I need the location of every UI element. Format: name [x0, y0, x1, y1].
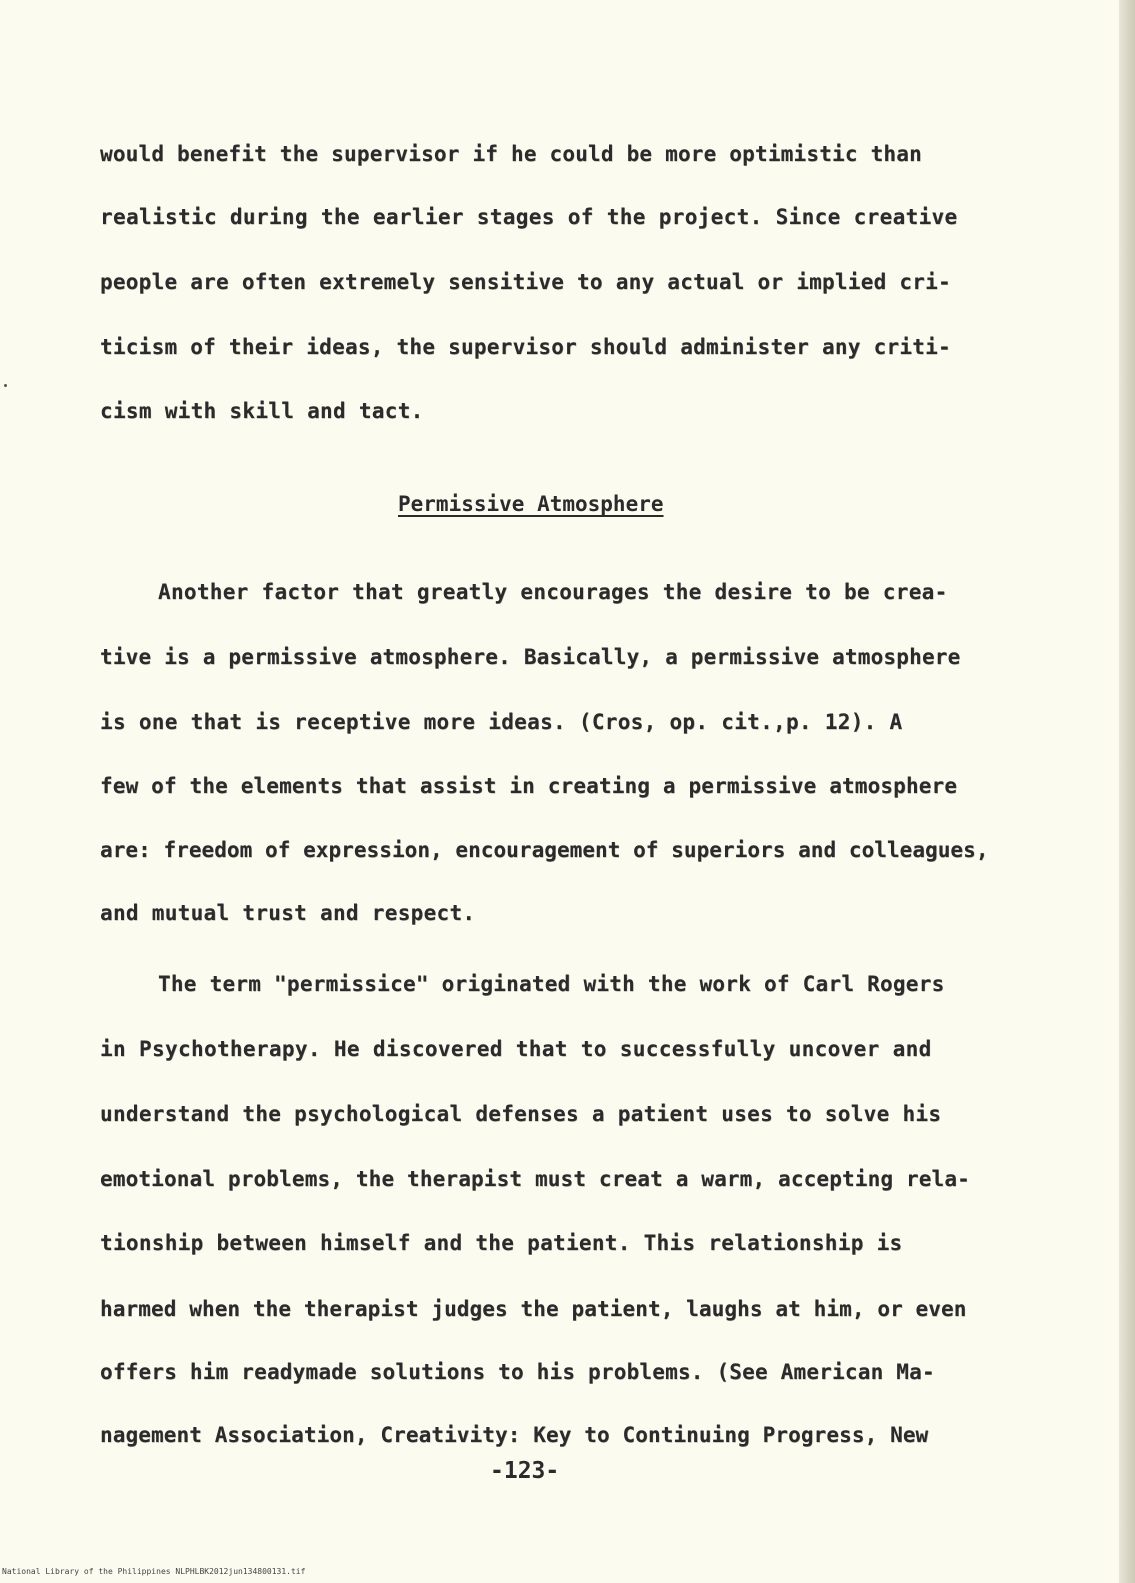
text-line: The term "permissice" originated with the work of Carl Rogers — [158, 972, 945, 996]
text-line: offers him readymade solutions to his problems. (See American Ma- — [100, 1360, 935, 1384]
text-line: tionship between himself and the patient. This relationship is — [100, 1231, 903, 1255]
text-line: emotional problems, the therapist must creat a warm, accepting rela- — [100, 1167, 970, 1191]
text-line: is one that is receptive more ideas. (Cros, op. cit.,p. 12). A — [100, 710, 903, 734]
text-line: ticism of their ideas, the supervisor should administer any criti- — [100, 335, 951, 359]
text-line: tive is a permissive atmosphere. Basically, a permissive atmosphere — [100, 645, 961, 669]
text-line: Another factor that greatly encourages the desire to be crea- — [158, 580, 948, 604]
text-line: realistic during the earlier stages of the project. Since creative — [100, 205, 958, 229]
text-line: few of the elements that assist in creating a permissive atmosphere — [100, 774, 958, 798]
text-line: and mutual trust and respect. — [100, 901, 476, 925]
text-line: in Psychotherapy. He discovered that to successfully uncover and — [100, 1037, 932, 1061]
page-number: -123- — [490, 1458, 560, 1484]
scan-speck — [4, 384, 7, 387]
scan-footer-stamp: National Library of the Philippines NLPHLBK2012jun134800131.tif — [2, 1567, 306, 1576]
paper-edge — [1119, 0, 1135, 1583]
text-line: cism with skill and tact. — [100, 399, 424, 423]
text-line: would benefit the supervisor if he could be more optimistic than — [100, 142, 922, 166]
section-heading: Permissive Atmosphere — [398, 492, 664, 516]
text-line: nagement Association, Creativity: Key to Continuing Progress, New — [100, 1423, 929, 1447]
text-line: harmed when the therapist judges the patient, laughs at him, or even — [100, 1297, 967, 1321]
text-line: people are often extremely sensitive to any actual or implied cri- — [100, 270, 951, 294]
text-line: understand the psychological defenses a patient uses to solve his — [100, 1102, 942, 1126]
text-line: are: freedom of expression, encouragement of superiors and colleagues, — [100, 838, 989, 862]
